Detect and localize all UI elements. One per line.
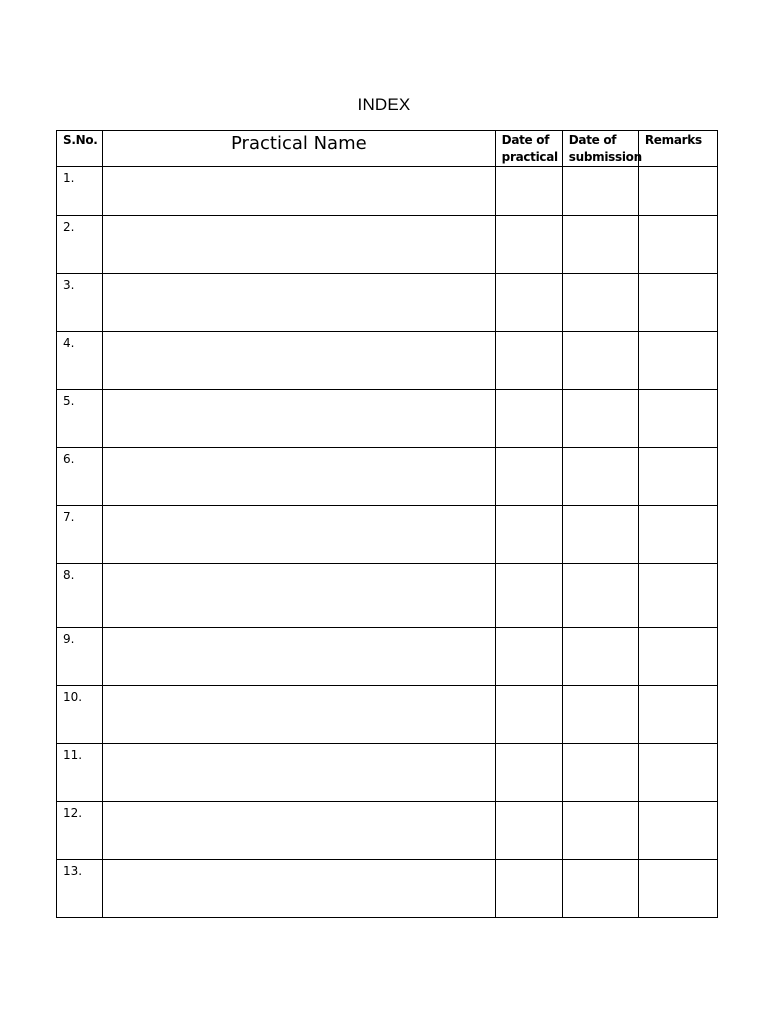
cell-sno: 4. <box>57 332 103 390</box>
table-body <box>57 167 718 918</box>
cell-remarks <box>638 216 717 274</box>
table-row <box>57 802 718 860</box>
cell-date-of-practical <box>495 628 562 686</box>
cell-date-of-practical <box>495 167 562 216</box>
cell-date-of-submission <box>562 564 638 628</box>
header-date-of-practical-line1: Date of <box>501 133 550 147</box>
cell-practical-name <box>103 390 496 448</box>
cell-date-of-practical <box>495 506 562 564</box>
table-row <box>57 628 718 686</box>
index-table <box>56 130 718 918</box>
cell-date-of-practical <box>495 216 562 274</box>
cell-practical-name <box>103 744 496 802</box>
table-row <box>57 448 718 506</box>
header-date-of-submission-line1: Date of <box>568 133 617 147</box>
cell-date-of-submission <box>562 390 638 448</box>
cell-practical-name <box>103 167 496 216</box>
header-date-of-practical <box>495 131 562 167</box>
header-remarks: Remarks <box>638 131 717 167</box>
cell-date-of-practical <box>495 860 562 918</box>
cell-date-of-submission <box>562 802 638 860</box>
cell-sno: 11. <box>57 744 103 802</box>
cell-remarks <box>638 506 717 564</box>
cell-date-of-practical <box>495 744 562 802</box>
cell-practical-name <box>103 332 496 390</box>
cell-remarks <box>638 167 717 216</box>
cell-sno: 9. <box>57 628 103 686</box>
table-row <box>57 390 718 448</box>
table-row <box>57 167 718 216</box>
cell-sno: 1. <box>57 167 103 216</box>
cell-remarks <box>638 390 717 448</box>
cell-remarks <box>638 628 717 686</box>
table-row <box>57 564 718 628</box>
cell-practical-name <box>103 860 496 918</box>
cell-sno: 10. <box>57 686 103 744</box>
cell-date-of-submission <box>562 860 638 918</box>
cell-date-of-practical <box>495 802 562 860</box>
cell-date-of-submission <box>562 744 638 802</box>
table-row <box>57 860 718 918</box>
table-row <box>57 506 718 564</box>
table-row <box>57 216 718 274</box>
cell-date-of-practical <box>495 448 562 506</box>
cell-date-of-submission <box>562 167 638 216</box>
cell-date-of-practical <box>495 686 562 744</box>
cell-remarks <box>638 564 717 628</box>
cell-remarks <box>638 274 717 332</box>
cell-remarks <box>638 448 717 506</box>
header-sno: S.No. <box>57 131 103 167</box>
cell-sno: 13. <box>57 860 103 918</box>
cell-sno: 8. <box>57 564 103 628</box>
cell-practical-name <box>103 448 496 506</box>
header-date-of-submission-line2: submission <box>568 150 642 164</box>
cell-sno: 6. <box>57 448 103 506</box>
header-practical-name: Practical Name <box>103 131 496 167</box>
cell-date-of-practical <box>495 274 562 332</box>
cell-sno: 7. <box>57 506 103 564</box>
cell-date-of-submission <box>562 686 638 744</box>
cell-date-of-submission <box>562 506 638 564</box>
cell-date-of-submission <box>562 332 638 390</box>
table-row <box>57 332 718 390</box>
cell-date-of-submission <box>562 628 638 686</box>
table-row <box>57 686 718 744</box>
cell-remarks <box>638 802 717 860</box>
cell-remarks <box>638 744 717 802</box>
cell-remarks <box>638 686 717 744</box>
header-date-of-submission <box>562 131 642 167</box>
cell-sno: 3. <box>57 274 103 332</box>
cell-practical-name <box>103 628 496 686</box>
cell-practical-name <box>103 506 496 564</box>
cell-remarks <box>638 860 717 918</box>
cell-remarks <box>638 332 717 390</box>
page-title: INDEX <box>357 95 411 114</box>
cell-date-of-practical <box>495 332 562 390</box>
cell-date-of-submission <box>562 448 638 506</box>
cell-practical-name <box>103 686 496 744</box>
cell-date-of-practical <box>495 390 562 448</box>
cell-sno: 5. <box>57 390 103 448</box>
cell-practical-name <box>103 216 496 274</box>
cell-practical-name <box>103 564 496 628</box>
table-row <box>57 744 718 802</box>
cell-practical-name <box>103 274 496 332</box>
table-row <box>57 274 718 332</box>
table-header-row <box>57 131 718 167</box>
cell-sno: 2. <box>57 216 103 274</box>
cell-date-of-submission <box>562 216 638 274</box>
cell-sno: 12. <box>57 802 103 860</box>
cell-date-of-practical <box>495 564 562 628</box>
header-date-of-practical-line2: practical <box>501 150 558 164</box>
cell-date-of-submission <box>562 274 638 332</box>
cell-practical-name <box>103 802 496 860</box>
